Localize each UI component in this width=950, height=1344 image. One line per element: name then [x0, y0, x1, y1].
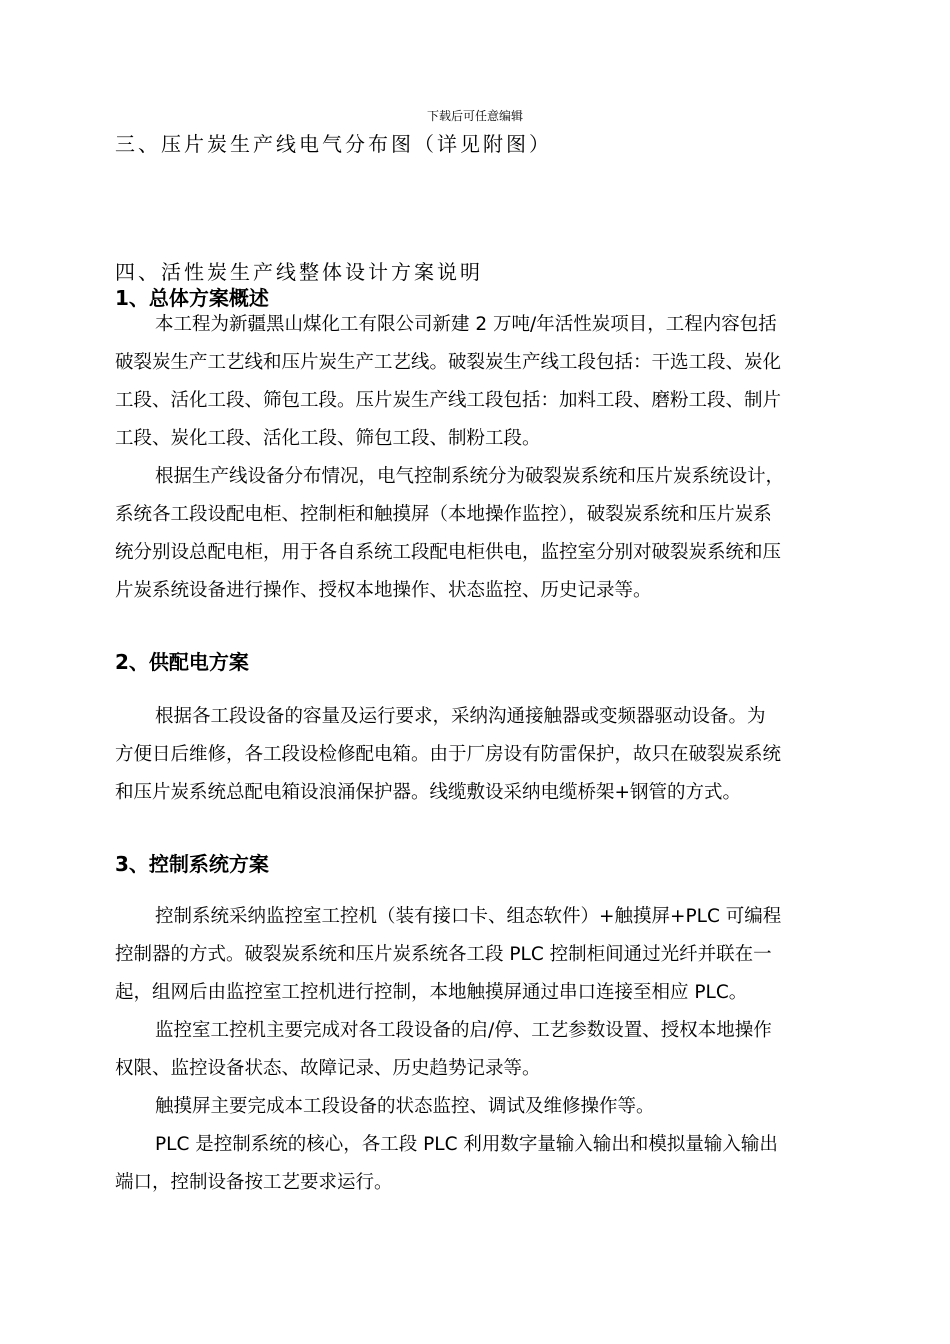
- header-note: 下载后可任意编辑: [426, 109, 523, 123]
- paragraph-line: 方便日后维修，各工段设检修配电箱。由于厂房设有防雷保护，故只在破裂炭系统: [115, 744, 782, 765]
- paragraph-control-1: [115, 898, 835, 1012]
- paragraph-line: 权限、监控设备状态、故障记录、历史趋势记录等。: [115, 1058, 541, 1079]
- paragraph-line: 本工程为新疆黑山煤化工有限公司新建 2 万吨/年活性炭项目，工程内容包括: [155, 314, 777, 335]
- paragraph-line: 和压片炭系统总配电箱设浪涌保护器。线缆敷设采纳电缆桥架+钢管的方式。: [115, 782, 742, 803]
- paragraph-line: 监控室工控机主要完成对各工段设备的启/停、工艺参数设置、授权本地操作: [155, 1020, 772, 1041]
- paragraph-line: 工段、活化工段、筛包工段。压片炭生产线工段包括：加料工段、磨粉工段、制片: [115, 390, 782, 411]
- paragraph-line: 触摸屏主要完成本工段设备的状态监控、调试及维修操作等。: [155, 1096, 655, 1117]
- paragraph-line: 系统各工段设配电柜、控制柜和触摸屏（本地操作监控），破裂炭系统和压片炭系: [115, 504, 772, 525]
- paragraph-control-4: [115, 1126, 835, 1202]
- paragraph-overview-1: [115, 306, 835, 458]
- paragraph-line: 统分别设总配电柜，用于各自系统工段配电柜供电，监控室分别对破裂炭系统和压: [115, 542, 782, 563]
- section-title-power: 2、供配电方案: [115, 650, 249, 674]
- paragraph-line: 起，组网后由监控室工控机进行控制，本地触摸屏通过串口连接至相应 PLC。: [115, 982, 748, 1003]
- paragraph-power-1: [115, 698, 835, 812]
- paragraph-line: 工段、炭化工段、活化工段、筛包工段、制粉工段。: [115, 428, 541, 449]
- heading-section-4: 四、活性炭生产线整体设计方案说明: [115, 260, 483, 284]
- paragraph-line: 根据各工段设备的容量及运行要求，采纳沟通接触器或变频器驱动设备。为: [155, 706, 766, 727]
- paragraph-line: 控制系统采纳监控室工控机（装有接口卡、组态软件）+触摸屏+PLC 可编程: [155, 906, 782, 927]
- paragraph-control-3: [115, 1088, 835, 1126]
- section-title-overview: 1、总体方案概述: [115, 286, 269, 310]
- paragraph-control-2: [115, 1012, 835, 1088]
- paragraph-line: PLC 是控制系统的核心，各工段 PLC 利用数字量输入输出和模拟量输入输出: [155, 1134, 778, 1155]
- paragraph-overview-2: [115, 458, 835, 610]
- paragraph-line: 控制器的方式。破裂炭系统和压片炭系统各工段 PLC 控制柜间通过光纤并联在一: [115, 944, 772, 965]
- paragraph-line: 破裂炭生产工艺线和压片炭生产工艺线。破裂炭生产线工段包括：干选工段、炭化: [115, 352, 782, 373]
- paragraph-line: 端口，控制设备按工艺要求运行。: [115, 1172, 393, 1193]
- paragraph-line: 根据生产线设备分布情况，电气控制系统分为破裂炭系统和压片炭系统设计，: [155, 466, 785, 487]
- paragraph-line: 片炭系统设备进行操作、授权本地操作、状态监控、历史记录等。: [115, 580, 652, 601]
- heading-section-3: 三、压片炭生产线电气分布图（详见附图）: [115, 132, 552, 156]
- section-title-control: 3、控制系统方案: [115, 852, 269, 876]
